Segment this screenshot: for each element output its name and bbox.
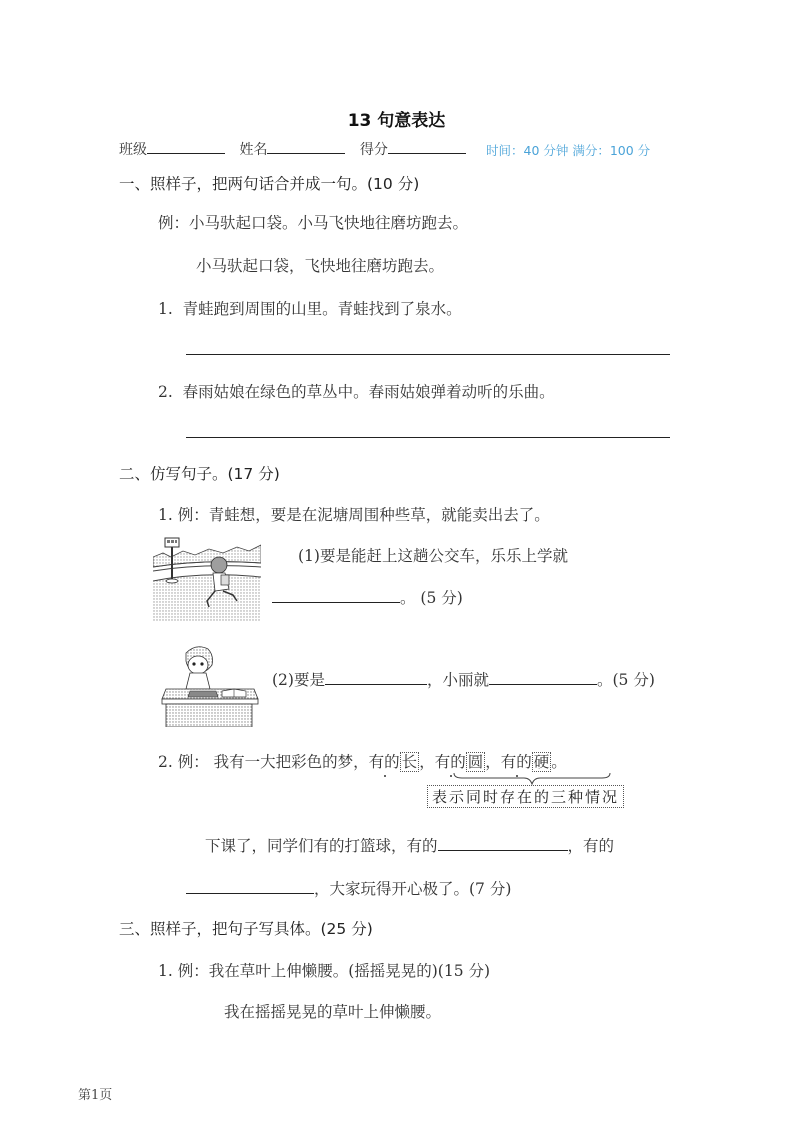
section2-q1-sub2 [272,668,655,690]
sub1-end: 。 (5 分) [400,589,463,607]
boxed-word: 长 [401,753,418,771]
question-text: 春雨姑娘在绿色的草丛中。春雨姑娘弹着动听的乐曲。 [182,383,555,401]
class-label: 班级 [119,142,147,158]
brace-icon [452,772,612,786]
name-label: 姓名 [239,142,268,158]
section3-q1-example: 1. 例：我在草叶上伸懒腰。(摇摇晃晃的)(15 分) [158,962,491,980]
sub1-answer-blank[interactable] [272,587,400,603]
q2-part-1 [369,752,435,772]
section2-q1-sub1-line [272,586,463,608]
example-label: 例： [158,214,190,232]
name-blank[interactable] [267,139,345,154]
sub2-blank-1[interactable] [325,669,427,685]
q2-part-3 [501,752,567,772]
boxed-word: 硬 [533,753,550,771]
fill-text-3: ，大家玩得开心极了。(7 分) [314,880,512,898]
section2-q1-sub1-text: (1)要是能赶上这趟公交车，乐乐上学就 [298,547,568,565]
separator: ， [485,753,501,771]
section1-example [158,211,468,233]
question-text: 青蛙跑到周围的山里。青蛙找到了泉水。 [182,300,462,318]
part-lead: 有的 [500,753,532,771]
fill-blank-1[interactable] [438,835,568,851]
section2-q1-example: 1. 例：青蛙想，要是在泥塘周围种些草，就能卖出去了。 [158,506,550,524]
section3-q1-answer: 我在摇摇晃晃的草叶上伸懒腰。 [224,1003,442,1021]
q2-prefix: 2. 例： 我有一大把彩色的梦， [158,753,369,771]
answer-line-2[interactable] [186,437,670,438]
section1-example-answer: 小马驮起口袋，飞快地往磨坊跑去。 [196,257,445,275]
section1-question-1 [158,297,462,319]
sub2-prefix: (2)要是 [272,671,325,689]
score-blank[interactable] [388,139,466,154]
annotation-note: 表示同时存在的三种情况 [427,785,624,808]
student-info-fields [119,139,476,159]
boxed-word: 圆 [467,753,484,771]
q2-part-2 [435,752,501,772]
question-number: 1. [158,300,173,318]
fill-text-2: ，有的 [567,837,615,855]
page-number: 第1页 [78,1088,113,1103]
section2-q2-fill-line-1 [205,834,614,856]
section2-q2-fill-line-2 [186,877,511,899]
section3-heading: 三、照样子，把句子写具体。(25 分) [119,920,373,938]
section1-heading: 一、照样子，把两句话合并成一句。(10 分) [119,175,420,193]
class-blank[interactable] [147,139,225,154]
sub2-end: 。(5 分) [596,671,655,689]
section1-question-2 [158,380,555,402]
example-sentence: 小马驮起口袋。小马飞快地往磨坊跑去。 [189,214,469,232]
question-number: 2. [158,383,173,401]
part-lead: 有的 [434,753,466,771]
fill-blank-2[interactable] [186,878,314,894]
section2-q2-example [158,750,567,772]
time-score-info: 时间：40 分钟 满分：100 分 [486,143,651,158]
score-label: 得分 [359,142,388,158]
boy-running-to-bus-stop-illustration [153,535,261,621]
page-title: 13 句意表达 [347,111,446,131]
sub2-mid: ，小丽就 [426,671,489,689]
separator: 。 [551,753,567,771]
separator: ， [419,753,435,771]
answer-line-1[interactable] [186,354,670,355]
girl-at-desk-illustration [160,643,260,727]
part-lead: 有的 [368,753,400,771]
sub2-blank-2[interactable] [489,669,597,685]
fill-text-1: 下课了，同学们有的打篮球，有的 [205,837,438,855]
section2-heading: 二、仿写句子。(17 分) [119,465,280,483]
